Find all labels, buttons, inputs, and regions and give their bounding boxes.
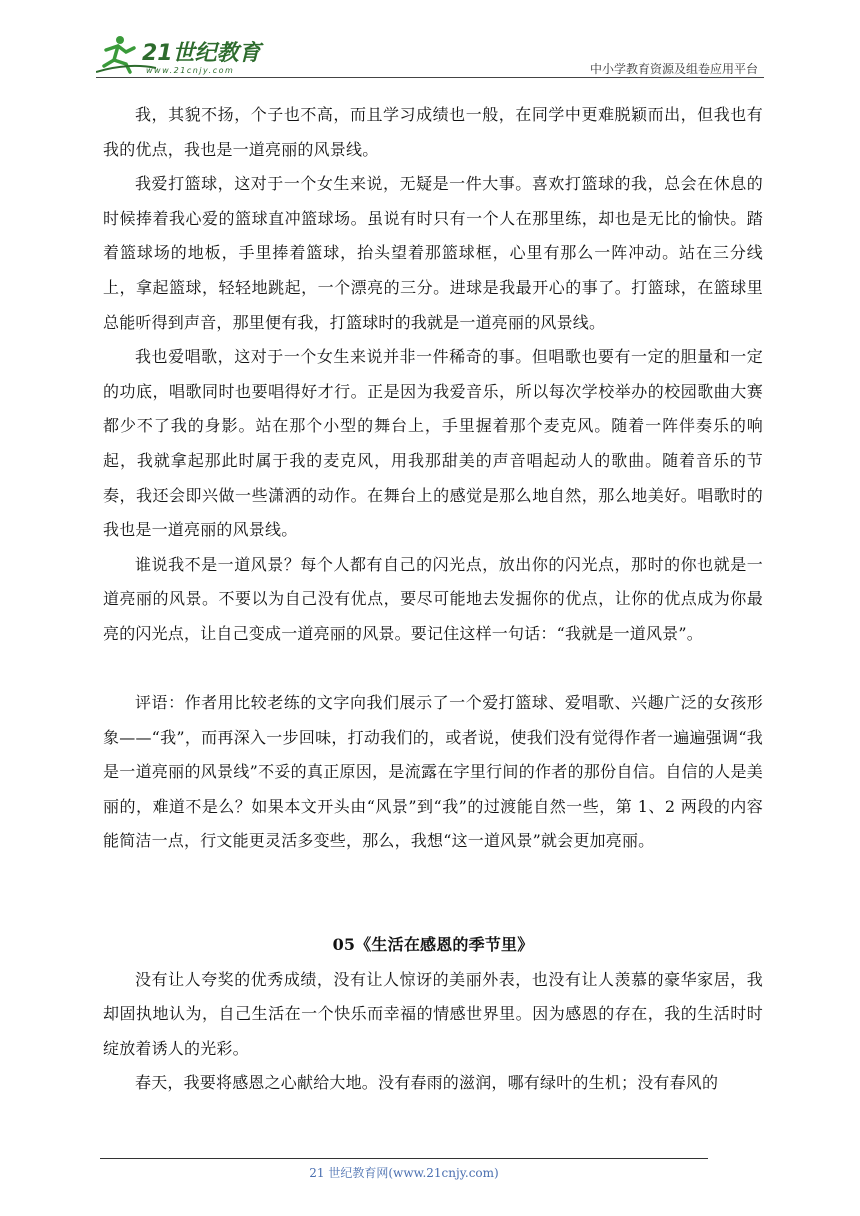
footer-divider bbox=[100, 1158, 708, 1159]
page-header bbox=[96, 28, 764, 80]
paragraph: 我爱打篮球，这对于一个女生来说，无疑是一件大事。喜欢打篮球的我，总会在休息的时候捧着我心爱的篮球直冲篮球场。虽说有时只有一个人在那里练，却也是无比的愉快。踏着篮球场的地板，手里捧着篮球，抬头望着那篮球框，心里有那么一阵冲动。站在三分线上，拿起篮球，轻轻地跳起，一个漂亮的三分。进球是我最开心的事了。打篮球，在篮球里总能听得到声音，那里便有我，打篮球时的我就是一道亮丽的风景线。 bbox=[103, 174, 763, 332]
document-body bbox=[103, 98, 763, 1101]
paragraph: 谁说我不是一道风景？每个人都有自己的闪光点，放出你的闪光点，那时的你也就是一道亮丽的风景。不要以为自己没有优点，要尽可能地去发掘你的优点，让你的优点成为你最亮的闪光点，让自己变成一道亮丽的风景。要记住这样一句话：“我就是一道风景”。 bbox=[103, 554, 763, 643]
site-logo bbox=[96, 32, 266, 76]
article-title: 05《生活在感恩的季节里》 bbox=[332, 935, 534, 955]
paragraph: 春天，我要将感恩之心献给大地。没有春雨的滋润，哪有绿叶的生机；没有春风的 bbox=[135, 1073, 719, 1093]
blank-line bbox=[103, 652, 763, 687]
footer-site: 21 世纪教育网(www.21cnjy.com) bbox=[309, 1166, 499, 1180]
logo-url: www.21cnjy.com bbox=[146, 66, 235, 75]
header-divider bbox=[96, 77, 764, 78]
blank-line bbox=[103, 859, 763, 928]
platform-name: 中小学教育资源及组卷应用平台 bbox=[589, 62, 758, 76]
paragraph: 我也爱唱歌，这对于一个女生来说并非一件稀奇的事。但唱歌也要有一定的胆量和一定的功底，唱歌同时也要唱得好才行。正是因为我爱音乐，所以每次学校举办的校园歌曲大赛都少不了我的身影。站在那个小型的舞台上，手里握着那个麦克风。随着一阵伴奏乐的响起，我就拿起那此时属于我的麦克风，用我那甜美的声音唱起动人的歌曲。随着音乐的节奏，我还会即兴做一些潇洒的动作。在舞台上的感觉是那么地自然，那么地美好。唱歌时的我也是一道亮丽的风景线。 bbox=[103, 347, 763, 540]
comment-paragraph: 评语：作者用比较老练的文字向我们展示了一个爱打篮球、爱唱歌、兴趣广泛的女孩形象——“我”，而再深入一步回味，打动我们的，或者说，使我们没有觉得作者一遍遍强调“我是一道亮丽的风景线”不妥的真正原因，是流露在字里行间的作者的那份自信。自信的人是美丽的，难道不是么？如果本文开头由“风景”到“我”的过渡能自然一些，第 1、2 两段的内容能简洁一点，行文能更灵活多变些，那么，我想“这一道风景”就会更加亮丽。 bbox=[103, 693, 763, 851]
paragraph: 我，其貌不扬，个子也不高，而且学习成绩也一般，在同学中更难脱颖而出，但我也有我的优点，我也是一道亮丽的风景线。 bbox=[103, 105, 763, 159]
paragraph: 没有让人夸奖的优秀成绩，没有让人惊讶的美丽外表，也没有让人羡慕的豪华家居，我却固执地认为，自己生活在一个快乐而幸福的情感世界里。因为感恩的存在，我的生活时时绽放着诱人的光彩。 bbox=[103, 969, 763, 1058]
logo-text: 21世纪教育 bbox=[142, 41, 261, 66]
